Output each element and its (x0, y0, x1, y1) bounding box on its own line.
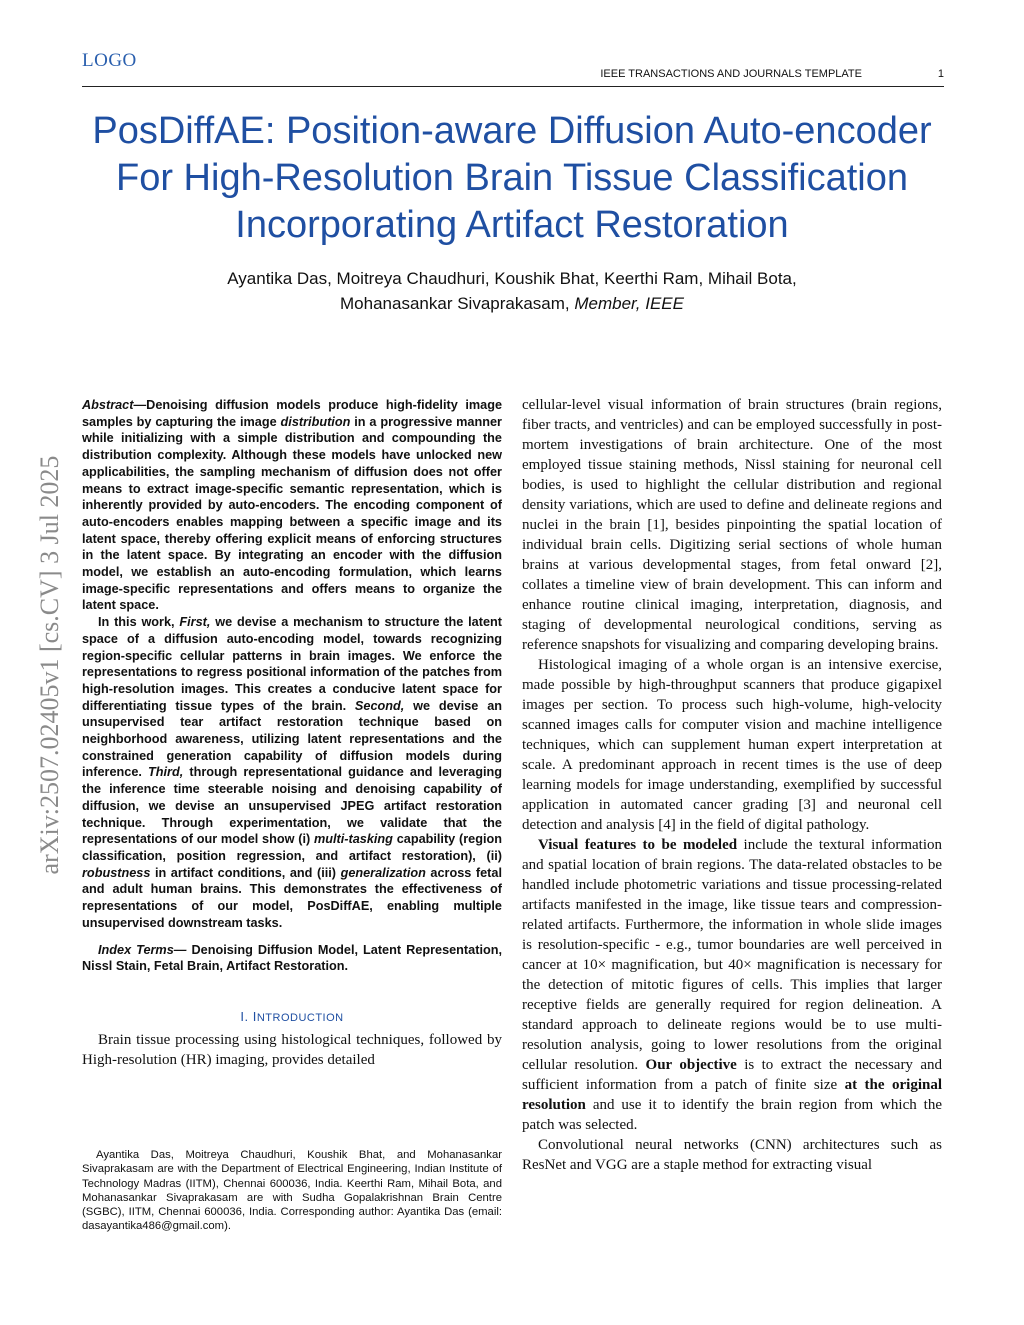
bold-phrase: Our objective (645, 1057, 737, 1073)
intro-paragraph-3 (522, 835, 942, 1135)
abstract-text: In this work, (98, 615, 180, 630)
author-list (100, 266, 924, 316)
section-heading-introduction (82, 1009, 502, 1024)
section-title-initial: I (252, 1008, 257, 1024)
author-membership: Member, IEEE (574, 294, 684, 313)
journal-logo: LOGO (82, 50, 137, 71)
running-header (82, 66, 944, 87)
page-number: 1 (937, 68, 944, 80)
journal-name: IEEE TRANSACTIONS AND JOURNALS TEMPLATE (600, 68, 862, 80)
index-terms (82, 942, 502, 975)
author-line-2 (100, 291, 924, 316)
abstract-emphasis: multi-tasking (313, 832, 393, 847)
index-terms-text: Denoising Diffusion Model, Latent Representation, Nissl Stain, Fetal Brain, Artifact Restoration. (82, 942, 502, 974)
right-column (522, 395, 942, 1175)
left-column (82, 397, 502, 1070)
paragraph-text: include the textural information and spatial location of brain regions. The data-related obstacles to be handled include photometric variations and tissue processing-related artifacts manifested in the image, like tissue tears and compression-related artifacts. Furthermore, the information in whole slide images is resolution-specific - e.g., tumor boundaries are well perceived in cancer at 10× magnification, but 40× magnification is necessary for the detection of mitotic figures of cells. This implies that larger receptive fields are generally required for region delineation. A standard approach to delineate regions would be to use multi-resolution analysis, going to lower resolutions from the original cellular resolution. (522, 837, 942, 1073)
author-affiliation-footnote: Ayantika Das, Moitreya Chaudhuri, Koushik Bhat, and Mohanasankar Sivaprakasam are with the Department of Electrical Engineering, Indian Institute of Technology Madras (IITM), Chennai 600036, India. Keerthi Ram, Mihail Bota, and Mohanasankar Sivaprakasam are with Sudha Gopalakrishnan Brain Centre (SGBC), IITM, Chennai 600036, India. Corresponding author: Ayantika Das (email: dasayantika486@gmail.com). (82, 1149, 502, 1233)
arxiv-identifier: arXiv:2507.02405v1 [cs.CV] 3 Jul 2025 (35, 455, 64, 875)
abstract-text: across fetal and adult human brains. This demonstrates the effectiveness of representations of our model, PosDiffAE, enabling multiple unsupervised downstream tasks. (82, 865, 502, 930)
paper-title: PosDiffAE: Position-aware Diffusion Auto-encoder For High-Resolution Brain Tissue Classification Incorporating Artifact Restoration (92, 110, 932, 246)
paragraph-text: and use it to identify the brain region from which the patch was selected. (522, 1097, 942, 1133)
author-line-1: Ayantika Das, Moitreya Chaudhuri, Koushik Bhat, Keerthi Ram, Mihail Bota, (227, 269, 797, 288)
bold-phrase: Visual features to be modeled (538, 837, 738, 853)
abstract-emphasis: Third, (148, 765, 184, 780)
index-terms-label: Index Terms— (98, 942, 187, 957)
intro-paragraph-2: Histological imaging of a whole organ is an intensive exercise, made possible by high-throughput scanners that produce gigapixel images per section. To process such high-volume, high-velocity scanned images calls for computer vision and machine intelligence techniques, which can supplement human expert interpretation at scale. A predominant approach in recent times is the use of deep learning models for image understanding, exemplified by successful application in automated cancer grading [3] and neuronal cell detection and analysis [4] in the field of digital pathology. (522, 657, 942, 833)
author-name-last: Mohanasankar Sivaprakasam, (340, 294, 570, 313)
abstract-paragraph-1 (82, 397, 502, 614)
abstract-emphasis: First, (179, 615, 211, 630)
abstract-text: we devise an unsupervised tear artifact restoration technique based on neighborhood awareness, utilizing latent representations and the constrained generation capability of diffusion models during inference. (82, 698, 502, 780)
bold-phrase: at the original resolution (522, 1077, 942, 1113)
abstract-emphasis: robustness (82, 865, 151, 880)
abstract-text: we devise a mechanism to structure the latent space of a diffusion auto-encoding model, towards recognizing region-specific cellular patterns in brain images. We enforce the representations to regress positional information of the patches from high-resolution images. This creates a conducive latent space for differentiating tissue types of the brain. (82, 615, 502, 713)
abstract-emphasis: generalization (340, 865, 426, 880)
abstract-label: Abstract— (82, 398, 147, 412)
abstract-emphasis: distribution (280, 414, 351, 429)
abstract (82, 397, 502, 932)
paragraph-text: is to extract the necessary and sufficient information from a patch of finite size (522, 1057, 942, 1093)
abstract-text: Denoising diffusion models produce high-fidelity image samples by capturing the image (82, 398, 502, 429)
section-numeral: I. (240, 1008, 249, 1024)
intro-paragraph-1: Brain tissue processing using histological techniques, followed by High-resolution (HR) imaging, provides detailed (82, 1031, 502, 1068)
abstract-text: in a progressive manner while initializing with a simple distribution and compounding the distribution complexity. Although these models have unlocked new applicabilities, the sampling mechanism of diffusion does not offer means to extract image-specific semantic representation, which is inherently provided by auto-encoders. The encoding component of auto-encoders enables mapping between a specific image and its latent space, thereby offering explicit means of enforcing structures in the latent space. By integrating an encoder with the diffusion model, we establish an auto-encoding formulation, which learns image-specific representations and offers means to organize the latent space. (82, 414, 502, 613)
abstract-paragraph-2 (82, 614, 502, 931)
section-title-rest: NTRODUCTION (256, 1011, 344, 1024)
intro-paragraph-4: Convolutional neural networks (CNN) architectures such as ResNet and VGG are a staple method for extracting visual (522, 1137, 942, 1173)
intro-paragraph-continued: cellular-level visual information of brain structures (brain regions, fiber tracts, and ventricles) and can be employed successfully in post-mortem investigations of brain architecture. One of the most employed tissue staining methods, Nissl staining for neuronal cell bodies, is used to highlight the cellular distribution and regional density variations, which are used to define and delineate regions and nuclei in the brain [1], besides pinpointing the spatial location of individual brain cells. Digitizing serial sections of whole human brains at various developmental stages, from fetal onward [2], collates a timeline view of brain development. This can inform and enhance routine clinical imaging, interpretation, diagnosis, and staging of developmental neurological conditions, serving as reference snapshots for visualizing and comparing developing brains. (522, 397, 942, 653)
abstract-text: in artifact conditions, and (iii) (150, 865, 341, 880)
abstract-text: capability (region classification, position regression, and artifact restoration), (ii) (82, 832, 502, 863)
arxiv-stamp (30, 390, 70, 940)
abstract-text: through representational guidance and leveraging the inference time steerable noising and denoising capability of diffusion, we devise an unsupervised JPEG artifact restoration technique. Through experimentation, we validate that the representations of our model show (i) (82, 765, 502, 847)
abstract-emphasis: Second, (354, 698, 405, 713)
